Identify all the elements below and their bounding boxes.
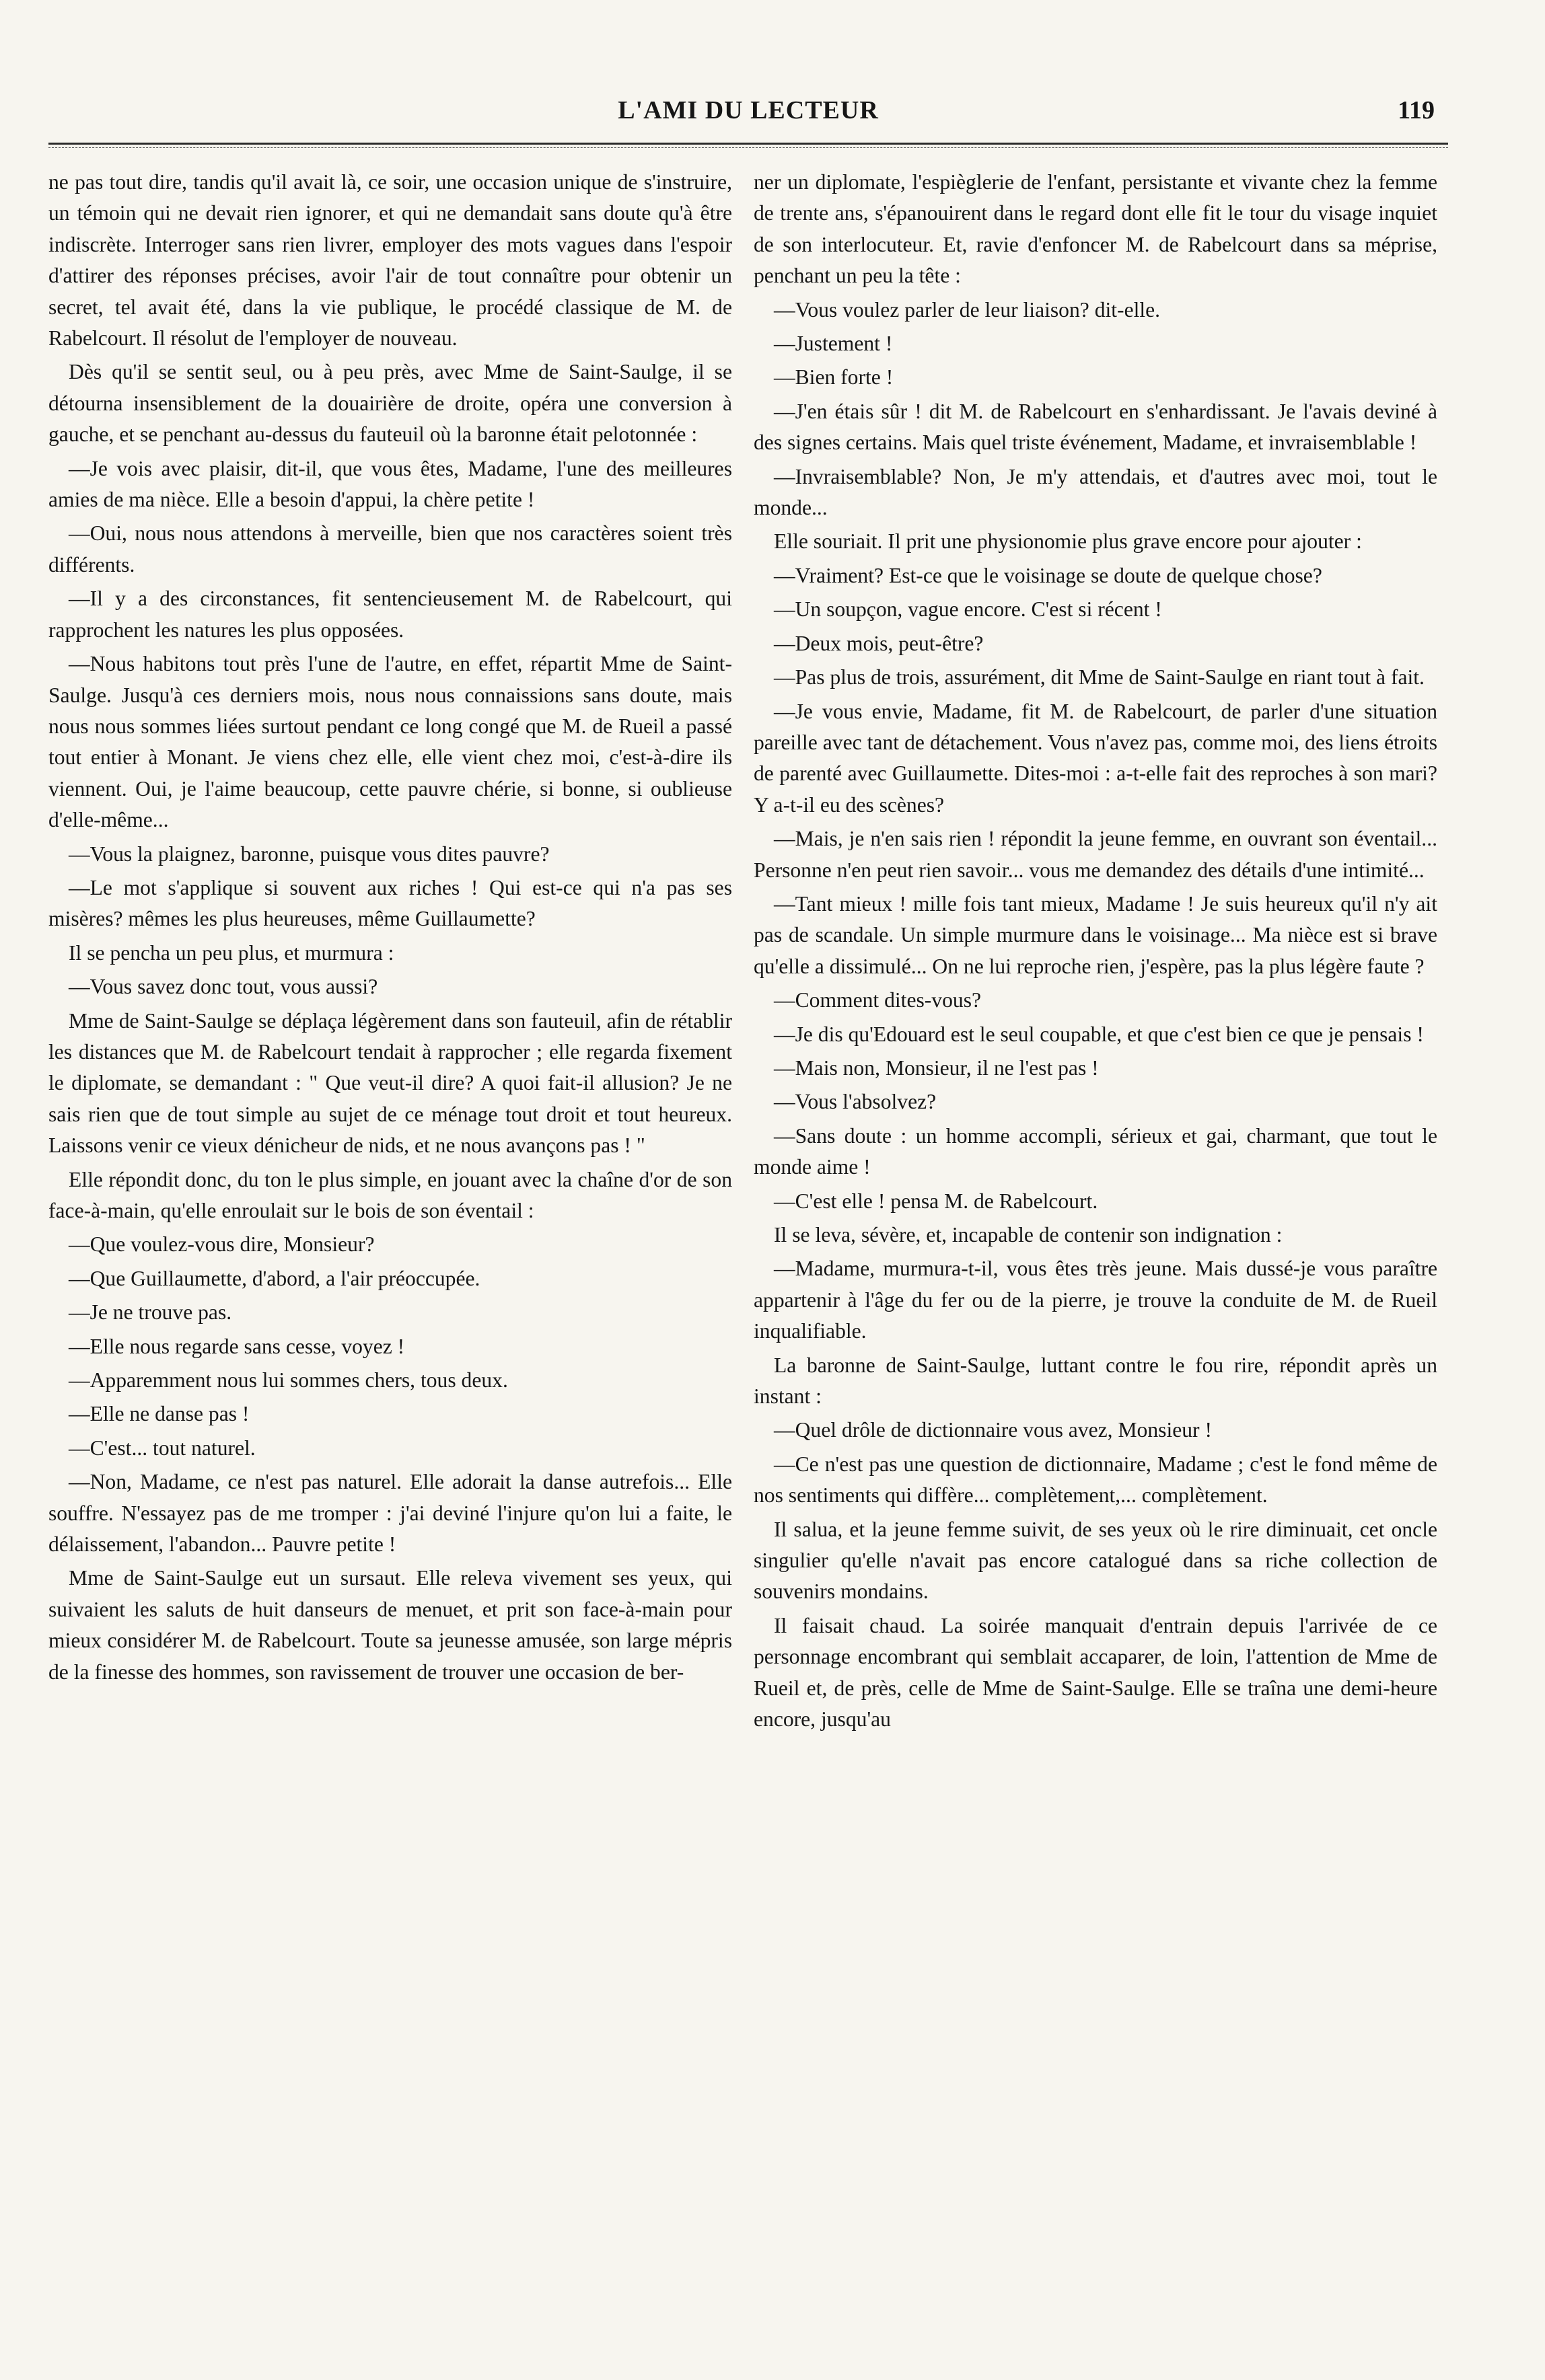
paragraph: —Je dis qu'Edouard est le seul coupable, et que c'est bien ce que je pensais !: [774, 1022, 1424, 1046]
paragraph: —Vous savez donc tout, vous aussi?: [69, 975, 378, 999]
paragraph: —Il y a des circonstances, fit sentencieusement M. de Rabelcourt, qui rapprochent les natures les plus opposées.: [48, 587, 732, 642]
paragraph: —Je vois avec plaisir, dit-il, que vous êtes, Madame, l'une des meilleures amies de ma nièce. Elle a besoin d'appui, la chère petite !: [48, 456, 732, 512]
paragraph: Elle souriait. Il prit une physionomie plus grave encore pour ajouter :: [774, 529, 1362, 554]
paragraph: —Ce n'est pas une question de dictionnaire, Madame ; c'est le fond même de nos sentiments qui diffère... complètement,... complètement.: [754, 1452, 1437, 1508]
paragraph: —Bien forte !: [774, 365, 894, 389]
paragraph: —Quel drôle de dictionnaire vous avez, Monsieur !: [774, 1418, 1212, 1442]
paragraph: —Sans doute : un homme accompli, sérieux et gai, charmant, que tout le monde aime !: [754, 1123, 1437, 1179]
paragraph: —Non, Madame, ce n'est pas naturel. Elle adorait la danse autrefois... Elle souffre. N'essayez pas de me tromper : j'ai deviné l'injure qu'on lui a faite, le délaissement, l'abandon... Pauvre petite !: [48, 1470, 732, 1557]
paragraph: —Elle ne danse pas !: [69, 1402, 250, 1426]
paragraph: —Vous l'absolvez?: [774, 1090, 937, 1114]
paragraph: —C'est elle ! pensa M. de Rabelcourt.: [774, 1189, 1098, 1213]
paragraph: —Tant mieux ! mille fois tant mieux, Madame ! Je suis heureux qu'il n'y ait pas de scandale. Un simple murmure dans le voisinage... Ma nièce est si brave qu'elle a dissimulé... On ne lui reproche rien, j'espère, pas la plus légère faute ?: [754, 891, 1437, 978]
header-rule-dashed: [48, 147, 1448, 148]
paragraph: —Que Guillaumette, d'abord, a l'air préoccupée.: [69, 1266, 480, 1290]
paragraph: —Vous la plaignez, baronne, puisque vous dites pauvre?: [69, 842, 550, 866]
paragraph: Mme de Saint-Saulge se déplaça légèrement dans son fauteuil, afin de rétablir les distances que M. de Rabelcourt tendait à rapprocher ; elle regarda fixement le diplomate, se demandant : " Que veut-il dire? A quoi fait-il allusion? Je ne sais rien que de tout simple au sujet de ce ménage tout droit et tout heureux. Laissons venir ce vieux dénicheur de nids, et ne nous avançons pas ! ": [48, 1008, 732, 1158]
paragraph: —Vraiment? Est-ce que le voisinage se doute de quelque chose?: [774, 563, 1322, 587]
paragraph: ner un diplomate, l'espièglerie de l'enfant, persistante et vivante chez la femme de trente ans, s'épanouirent dans le regard dont elle fit le tour du visage inquiet de son interlocuteur. Et, ravie d'enfoncer M. de Rabelcourt dans sa méprise, penchant un peu la tête :: [754, 170, 1437, 288]
paragraph: —Madame, murmura-t-il, vous êtes très jeune. Mais dussé-je vous paraître appartenir à l'âge du fer ou de la pierre, je trouve la conduite de M. de Rueil inqualifiable.: [754, 1257, 1437, 1343]
paragraph: —Deux mois, peut-être?: [774, 631, 984, 655]
paragraph: —Apparemment nous lui sommes chers, tous deux.: [69, 1368, 508, 1392]
paragraph: ne pas tout dire, tandis qu'il avait là, ce soir, une occasion unique de s'instruire, un témoin qui ne devait rien ignorer, et qui ne demandait sans doute qu'à être indiscrète. Interroger sans rien livrer, employer des mots vagues dans l'espoir d'attirer des réponses précises, avoir l'air de tout connaître pour obtenir un secret, tel avait été, dans la vie publique, le procédé classique de M. de Rabelcourt. Il résolut de l'employer de nouveau.: [48, 170, 732, 350]
paragraph: Il se pencha un peu plus, et murmura :: [69, 940, 394, 965]
paragraph: —Oui, nous nous attendons à merveille, bien que nos caractères soient très différents.: [48, 521, 732, 577]
running-header: [48, 89, 1448, 129]
paragraph: —Invraisemblable? Non, Je m'y attendais, et d'autres avec moi, tout le monde...: [754, 464, 1437, 520]
paragraph: —Le mot s'applique si souvent aux riches ! Qui est-ce qui n'a pas ses misères? mêmes les plus heureuses, même Guillaumette?: [48, 875, 732, 931]
paragraph: Elle répondit donc, du ton le plus simple, en jouant avec la chaîne d'or de son face-à-main, qu'elle enroulait sur le bois de son éventail :: [48, 1167, 732, 1222]
paragraph: —C'est... tout naturel.: [69, 1436, 256, 1460]
paragraph: —Je ne trouve pas.: [69, 1300, 232, 1325]
paragraph: —Je vous envie, Madame, fit M. de Rabelcourt, de parler d'une situation pareille avec tant de détachement. Vous n'avez pas, comme moi, des liens étroits de parenté avec Guillaumette. Dites-moi : a-t-elle fait des reproches à son mari? Y a-t-il eu des scènes?: [754, 699, 1437, 817]
paragraph: —J'en étais sûr ! dit M. de Rabelcourt en s'enhardissant. Je l'avais deviné à des signes certains. Mais quel triste événement, Madame, et invraisemblable !: [754, 399, 1437, 455]
paragraph: —Pas plus de trois, assurément, dit Mme de Saint-Saulge en riant tout à fait.: [774, 665, 1425, 690]
paragraph: —Mais non, Monsieur, il ne l'est pas !: [774, 1055, 1099, 1080]
paragraph: Il faisait chaud. La soirée manquait d'entrain depuis l'arrivée de ce personnage encombrant qui semblait accaparer, de loin, l'attention de Mme de Rueil et, de près, celle de Mme de Saint-Saulge. Elle se traîna une demi-heure encore, jusqu'au: [754, 1613, 1437, 1732]
paragraph: —Un soupçon, vague encore. C'est si récent !: [774, 597, 1162, 622]
paragraph: —Vous voulez parler de leur liaison? dit-elle.: [774, 297, 1161, 322]
header-rule: [48, 143, 1448, 145]
paragraph: —Elle nous regarde sans cesse, voyez !: [69, 1334, 405, 1358]
paragraph: —Nous habitons tout près l'une de l'autre, en effet, répartit Mme de Saint-Saulge. Jusqu'à ces derniers mois, nous nous connaissions sans doute, mais nous nous sommes liées surtout pendant ce long congé que M. de Rueil a passé tout entier à Monant. Je viens chez elle, elle vient chez moi, c'est-à-dire ils viennent. Oui, je l'aime beaucoup, cette pauvre chérie, si bonne, si oublieuse d'elle-même...: [48, 652, 732, 832]
journal-title: L'AMI DU LECTEUR: [618, 96, 879, 124]
paragraph: Il se leva, sévère, et, incapable de contenir son indignation :: [774, 1223, 1283, 1247]
paragraph: —Mais, je n'en sais rien ! répondit la jeune femme, en ouvrant son éventail... Personne n'en peut rien savoir... vous me demandez des détails d'une intimité...: [754, 827, 1437, 882]
paragraph: Dès qu'il se sentit seul, ou à peu près, avec Mme de Saint-Saulge, il se détourna insensiblement de la douairière de droite, opéra une conversion à gauche, et se penchant au-dessus du fauteuil où la baronne était pelotonnée :: [48, 360, 732, 447]
paragraph: —Comment dites-vous?: [774, 988, 982, 1012]
paragraph: La baronne de Saint-Saulge, luttant contre le fou rire, répondit après un instant :: [754, 1353, 1437, 1409]
paragraph: Mme de Saint-Saulge eut un sursaut. Elle releva vivement ses yeux, qui suivaient les saluts de huit danseurs de menuet, et prit son face-à-main pour mieux considérer M. de Rabelcourt. Toute sa jeunesse amusée, son large mépris de la finesse des hommes, son ravissement de trouver une occasion de ber-: [48, 1566, 732, 1684]
paragraph: —Justement !: [774, 332, 893, 356]
paragraph: Il salua, et la jeune femme suivit, de ses yeux où le rire diminuait, cet oncle singulier qu'elle n'avait pas encore catalogué dans sa riche collection de souvenirs mondains.: [754, 1517, 1437, 1604]
page-number: 119: [1398, 96, 1435, 124]
paragraph: —Que voulez-vous dire, Monsieur?: [69, 1232, 375, 1257]
left-column: [48, 167, 732, 2353]
right-column: [754, 167, 1437, 2353]
